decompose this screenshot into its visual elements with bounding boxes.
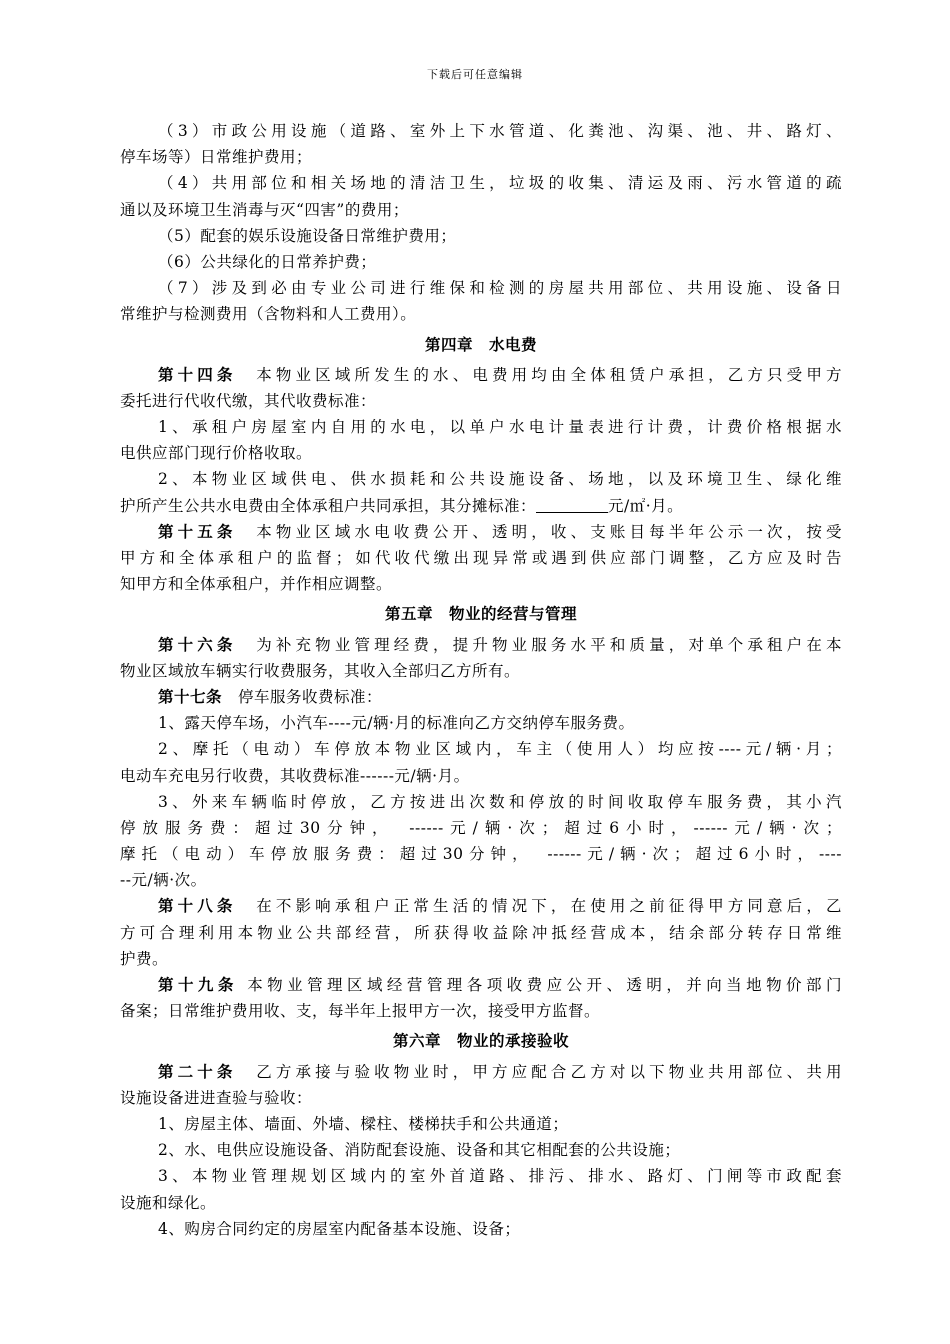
blank-field (536, 500, 608, 513)
article-20-item-4: 4、购房合同约定的房屋室内配备基本设施、设备； (158, 1219, 521, 1238)
article-20-item-3-cont: 设施和绿化。 (120, 1193, 217, 1212)
article-17-item-1: 1、露天停车场，小汽车----元/辆·月的标准向乙方交纳停车服务费。 (158, 714, 635, 733)
article-20 (120, 1059, 842, 1085)
article-15-label: 第十五条 (158, 521, 237, 541)
article-14-cont: 委托进行代收代缴，其代收费标准： (120, 391, 377, 410)
paragraph-7-cont: 常维护与检测费用（含物料和人工费用）。 (120, 305, 417, 324)
article-14-text: 本物业区域所发生的水、电费用均由全体租赁户承担，乙方只受甲方 (256, 365, 842, 384)
article-14-item-2-unit: 元/㎡·月。 (608, 496, 684, 515)
chapter-4-heading: 第四章 水电费 (424, 334, 537, 354)
article-15 (120, 519, 842, 545)
article-14-item-1-cont: 电供应部门现行价格收取。 (120, 444, 313, 463)
article-17-item-3-cont-1: 停放服务费：超过30分钟， ------元/辆·次；超过6小时，------元/辆·次； (120, 818, 842, 837)
article-17 (120, 684, 842, 710)
article-17-item-3-cont-2: 摩托（电动）车停放服务费：超过30分钟， ------元/辆·次；超过6小时，---- (120, 845, 842, 864)
chapter-6-heading: 第六章 物业的承接验收 (392, 1031, 569, 1051)
paragraph-6: （6）公共绿化的日常养护费； (158, 252, 377, 271)
paragraph-3-cont: 停车场等）日常维护费用； (120, 148, 313, 167)
article-18-label: 第十八条 (158, 896, 237, 916)
article-20-item-3: 3、本物业管理规划区域内的室外首道路、排污、排水、路灯、门闸等市政配套 (158, 1167, 842, 1186)
article-17-item-2: 2、摩托（电动）车停放本物业区域内，车主（使用人）均应按----元/辆·月； (158, 740, 842, 759)
article-16-text: 为补充物业管理经费，提升物业服务水平和质量，对单个承租户在本 (256, 635, 842, 654)
article-19-label: 第十九条 (158, 975, 238, 994)
paragraph-7: （7）涉及到必由专业公司进行维保和检测的房屋共用部位、共用设施、设备日 (158, 279, 842, 298)
article-14-item-2-text: 护所产生公共水电费由全体承租户共同承担，其分摊标准： (120, 496, 537, 515)
article-20-text: 乙方承接与验收物业时，甲方应配合乙方对以下物业共用部位、共用 (256, 1062, 842, 1081)
article-15-text: 本物业区域水电收费公开、透明，收、支账目每半年公示一次，按受 (256, 522, 842, 541)
article-18-cont-1: 方可合理利用本物业公共部经营，所获得收益除冲抵经营成本，结余部分转存日常维 (120, 923, 842, 942)
paragraph-4-cont: 通以及环境卫生消毒与灭“四害”的费用； (120, 200, 409, 219)
article-20-label: 第二十条 (158, 1061, 237, 1081)
paragraph-3: （3）市政公用设施（道路、室外上下水管道、化粪池、沟渠、池、井、路灯、 (158, 122, 842, 140)
article-15-cont-2: 知甲方和全体承租户，并作相应调整。 (120, 575, 393, 594)
article-14-label: 第十四条 (158, 364, 237, 384)
article-17-item-3: 3、外来车辆临时停放，乙方按进出次数和停放的时间收取停车服务费，其小汽 (158, 792, 842, 811)
chapter-5-heading: 第五章 物业的经营与管理 (384, 604, 577, 624)
article-20-item-1: 1、房屋主体、墙面、外墙、樑柱、楼梯扶手和公共通道； (158, 1114, 569, 1133)
article-19-text: 本物业管理区域经营管理各项收费应公开、透明，并向当地物价部门 (247, 976, 842, 994)
article-18 (120, 893, 842, 919)
article-17-item-3-cont-3: --元/辆·次。 (120, 871, 207, 890)
article-18-cont-2: 护费。 (120, 949, 169, 968)
article-16-label: 第十六条 (158, 634, 237, 654)
article-14-item-2-cont (120, 493, 842, 519)
article-19 (120, 972, 842, 998)
article-19-cont: 备案；日常维护费用收、支，每半年上报甲方一次，接受甲方监督。 (120, 1002, 601, 1021)
article-17-item-2-cont: 电动车充电另行收费，其收费标准------元/辆·月。 (120, 766, 470, 785)
article-18-text: 在不影响承租户正常生活的情况下，在使用之前征得甲方同意后，乙 (256, 897, 842, 916)
article-20-item-2: 2、水、电供应设施设备、消防配套设施、设备和其它相配套的公共设施； (158, 1141, 681, 1160)
paragraph-5: （5）配套的娱乐设施设备日常维护费用； (158, 226, 457, 245)
article-14-item-1: 1、承租户房屋室内自用的水电，以单户水电计量表进行计费，计费价格根据水 (158, 418, 842, 437)
article-14 (120, 362, 842, 388)
page-header: 下载后可任意编辑 (427, 68, 523, 81)
article-16 (120, 632, 842, 658)
document-body (120, 118, 842, 1242)
article-15-cont-1: 甲方和全体承租户的监督；如代收代缴出现异常或遇到供应部门调整，乙方应及时告 (120, 549, 842, 567)
article-17-label: 第十七条 (158, 686, 223, 706)
article-17-text: 停车服务收费标准： (238, 687, 383, 706)
article-14-item-2: 2、本物业区域供电、供水损耗和公共设施设备、场地，以及环境卫生、绿化维 (158, 470, 842, 489)
article-16-cont: 物业区域放车辆实行收费服务，其收入全部归乙方所有。 (120, 661, 521, 680)
paragraph-4: （4）共用部位和相关场地的清洁卫生，垃圾的收集、清运及雨、污水管道的疏 (158, 174, 842, 193)
article-20-cont: 设施设备进进查验与验收： (120, 1088, 313, 1107)
